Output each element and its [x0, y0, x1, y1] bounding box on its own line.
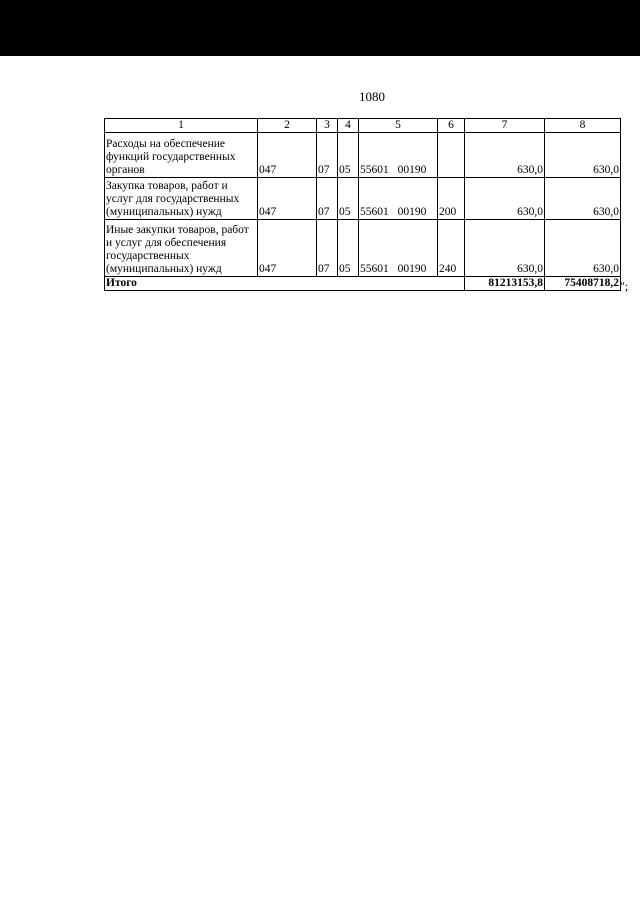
row-name: Расходы на обеспечение функций государственных органов	[105, 133, 258, 178]
row-name: Иные закупки товаров, работ и услуг для обеспечения государственных (муниципальных) нужд	[105, 220, 258, 277]
row-expense-type: 200	[438, 178, 465, 220]
header-col-1: 1	[105, 119, 258, 133]
row-subsection: 05	[338, 178, 359, 220]
row-section: 07	[317, 133, 338, 178]
row-amount-2: 630,0	[545, 178, 621, 220]
scan-top-band	[0, 0, 640, 56]
row-amount-2: 630,0	[545, 133, 621, 178]
row-admin-code: 047	[258, 220, 317, 277]
row-name: Закупка товаров, работ и услуг для государственных (муниципальных) нужд	[105, 178, 258, 220]
row-amount-1: 630,0	[465, 220, 545, 277]
header-col-6: 6	[438, 119, 465, 133]
total-amount-2: 75408718,2	[545, 277, 621, 291]
row-target-code: 55601 00190	[359, 178, 438, 220]
total-label: Итого	[105, 277, 465, 291]
budget-table	[104, 118, 621, 291]
table-header-row	[105, 119, 621, 133]
row-section: 07	[317, 220, 338, 277]
page-number: 1080	[359, 89, 385, 104]
row-amount-1: 630,0	[465, 178, 545, 220]
header-col-2: 2	[258, 119, 317, 133]
header-col-7: 7	[465, 119, 545, 133]
row-admin-code: 047	[258, 133, 317, 178]
header-col-3: 3	[317, 119, 338, 133]
row-amount-2: 630,0	[545, 220, 621, 277]
header-col-8: 8	[545, 119, 621, 133]
table-total-row	[105, 277, 621, 291]
row-admin-code: 047	[258, 178, 317, 220]
header-col-5: 5	[359, 119, 438, 133]
table-row	[105, 178, 621, 220]
table-row	[105, 133, 621, 178]
row-subsection: 05	[338, 133, 359, 178]
row-expense-type	[438, 133, 465, 178]
closing-quote-mark: ";	[620, 279, 629, 293]
row-target-code: 55601 00190	[359, 133, 438, 178]
header-col-4: 4	[338, 119, 359, 133]
row-subsection: 05	[338, 220, 359, 277]
row-expense-type: 240	[438, 220, 465, 277]
total-amount-1: 81213153,8	[465, 277, 545, 291]
table-row	[105, 220, 621, 277]
row-section: 07	[317, 178, 338, 220]
row-amount-1: 630,0	[465, 133, 545, 178]
row-target-code: 55601 00190	[359, 220, 438, 277]
